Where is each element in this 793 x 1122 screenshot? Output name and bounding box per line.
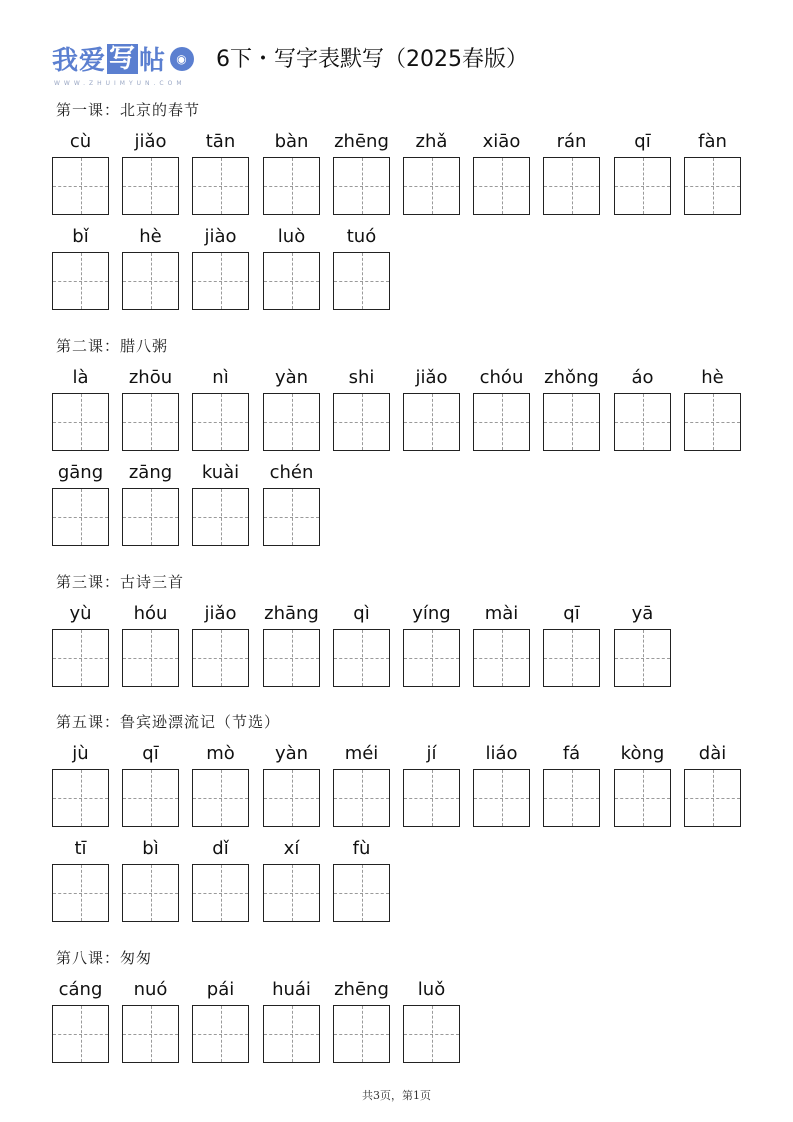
writing-box[interactable]: [52, 629, 109, 687]
writing-box[interactable]: [333, 864, 390, 922]
character-grid-row: [52, 743, 752, 833]
character-cell: [192, 743, 249, 767]
character-cell: [122, 743, 179, 767]
writing-box[interactable]: [52, 1005, 109, 1063]
pinyin-label: cù: [69, 131, 92, 152]
pinyin-label: liáo: [485, 743, 518, 764]
pinyin-label: fàn: [698, 131, 727, 152]
character-cell: [333, 226, 390, 250]
writing-box[interactable]: [263, 488, 320, 546]
character-cell: [52, 367, 109, 391]
character-cell: [52, 603, 109, 627]
character-cell: [614, 603, 671, 627]
character-cell: [263, 226, 320, 250]
pinyin-label: jù: [72, 743, 89, 764]
pinyin-label: xí: [283, 838, 300, 859]
writing-box[interactable]: [614, 393, 671, 451]
writing-box[interactable]: [192, 1005, 249, 1063]
page-header: [52, 38, 652, 88]
pinyin-label: qì: [353, 603, 370, 624]
writing-box[interactable]: [403, 157, 460, 215]
pinyin-label: huái: [272, 979, 311, 1000]
character-cell: [52, 462, 109, 486]
pinyin-label: fù: [352, 838, 371, 859]
character-cell: [543, 743, 600, 767]
pinyin-label: mò: [206, 743, 235, 764]
pinyin-label: yā: [631, 603, 654, 624]
writing-box[interactable]: [403, 1005, 460, 1063]
writing-box[interactable]: [122, 252, 179, 310]
pinyin-label: qī: [142, 743, 159, 764]
pinyin-label: hè: [139, 226, 162, 247]
pinyin-label: méi: [344, 743, 379, 764]
pinyin-label: kuài: [201, 462, 240, 483]
character-cell: [614, 743, 671, 767]
writing-box[interactable]: [192, 393, 249, 451]
writing-box[interactable]: [122, 393, 179, 451]
writing-box[interactable]: [333, 393, 390, 451]
character-grid-row: [52, 838, 752, 928]
pinyin-label: dài: [698, 743, 727, 764]
pinyin-label: áo: [631, 367, 654, 388]
pinyin-label: bǐ: [72, 226, 89, 247]
character-cell: [473, 743, 530, 767]
character-grid-row: [52, 979, 752, 1069]
character-cell: [192, 462, 249, 486]
lesson-title: 第五课：鲁宾逊漂流记（节选）: [56, 713, 281, 731]
writing-box[interactable]: [52, 488, 109, 546]
writing-box[interactable]: [263, 393, 320, 451]
pinyin-label: qī: [634, 131, 651, 152]
writing-box[interactable]: [122, 629, 179, 687]
writing-box[interactable]: [52, 393, 109, 451]
character-cell: [543, 603, 600, 627]
character-cell: [543, 367, 600, 391]
writing-box[interactable]: [473, 769, 530, 827]
writing-box[interactable]: [263, 252, 320, 310]
document-title: 6下・写字表默写（2025春版）: [216, 47, 528, 72]
writing-box[interactable]: [192, 864, 249, 922]
writing-box[interactable]: [543, 769, 600, 827]
character-cell: [263, 131, 320, 155]
character-cell: [52, 838, 109, 862]
character-cell: [543, 131, 600, 155]
character-cell: [122, 838, 179, 862]
character-cell: [122, 462, 179, 486]
character-cell: [333, 979, 390, 1003]
logo-text-box: 写: [109, 43, 137, 74]
writing-box[interactable]: [263, 1005, 320, 1063]
pinyin-label: hè: [701, 367, 724, 388]
writing-box[interactable]: [543, 393, 600, 451]
pinyin-label: jiǎo: [415, 367, 448, 388]
lesson-title: 第二课：腊八粥: [56, 337, 169, 355]
character-cell: [684, 131, 741, 155]
writing-box[interactable]: [684, 393, 741, 451]
pinyin-label: yù: [69, 603, 92, 624]
writing-box[interactable]: [473, 393, 530, 451]
pinyin-label: jí: [426, 743, 437, 764]
lesson-title: 第八课：匆匆: [56, 949, 153, 967]
character-cell: [333, 131, 390, 155]
logo-url: WWW.ZHUIMYUN.COM: [54, 80, 186, 87]
writing-box[interactable]: [122, 488, 179, 546]
pinyin-label: là: [72, 367, 89, 388]
pinyin-label: rán: [556, 131, 587, 152]
character-grid-row: [52, 603, 752, 693]
character-cell: [263, 979, 320, 1003]
pinyin-label: hóu: [133, 603, 168, 624]
writing-box[interactable]: [543, 629, 600, 687]
character-cell: [122, 979, 179, 1003]
writing-box[interactable]: [333, 252, 390, 310]
writing-box[interactable]: [192, 488, 249, 546]
pinyin-label: nì: [212, 367, 229, 388]
character-cell: [473, 603, 530, 627]
writing-box[interactable]: [263, 864, 320, 922]
character-cell: [333, 367, 390, 391]
pinyin-label: zhēng: [334, 979, 389, 1000]
writing-box[interactable]: [333, 1005, 390, 1063]
writing-box[interactable]: [684, 769, 741, 827]
character-cell: [403, 603, 460, 627]
writing-box[interactable]: [614, 157, 671, 215]
pinyin-label: tī: [74, 838, 87, 859]
character-cell: [52, 226, 109, 250]
pinyin-label: zhǎ: [415, 131, 448, 152]
pinyin-label: jiǎo: [134, 131, 167, 152]
character-grid-row: [52, 367, 752, 457]
pinyin-label: pái: [206, 979, 235, 1000]
pinyin-label: luǒ: [417, 979, 446, 1000]
writing-box[interactable]: [614, 629, 671, 687]
writing-box[interactable]: [52, 864, 109, 922]
lesson-title: 第一课：北京的春节: [56, 101, 201, 119]
pinyin-label: gāng: [57, 462, 104, 483]
writing-box[interactable]: [403, 629, 460, 687]
writing-box[interactable]: [333, 629, 390, 687]
writing-box[interactable]: [263, 769, 320, 827]
character-cell: [614, 367, 671, 391]
pinyin-label: jiào: [204, 226, 237, 247]
character-cell: [403, 131, 460, 155]
pinyin-label: qī: [563, 603, 580, 624]
logo-text-2: 帖: [139, 46, 167, 76]
character-cell: [263, 838, 320, 862]
character-cell: [263, 743, 320, 767]
character-cell: [192, 603, 249, 627]
character-cell: [403, 979, 460, 1003]
character-grid-row: [52, 226, 752, 316]
pinyin-label: shi: [348, 367, 375, 388]
character-cell: [192, 979, 249, 1003]
writing-box[interactable]: [122, 864, 179, 922]
pinyin-label: nuó: [133, 979, 168, 1000]
writing-box[interactable]: [473, 629, 530, 687]
writing-box[interactable]: [263, 629, 320, 687]
lesson-title: 第三课：古诗三首: [56, 573, 185, 591]
character-cell: [333, 743, 390, 767]
page-footer: 共3页，第1页: [362, 1089, 431, 1102]
writing-box[interactable]: [333, 769, 390, 827]
writing-box[interactable]: [122, 157, 179, 215]
writing-box[interactable]: [122, 1005, 179, 1063]
writing-box[interactable]: [192, 252, 249, 310]
writing-box[interactable]: [403, 393, 460, 451]
pinyin-label: zāng: [128, 462, 173, 483]
character-cell: [684, 743, 741, 767]
character-cell: [122, 367, 179, 391]
character-cell: [614, 131, 671, 155]
pinyin-label: fá: [562, 743, 581, 764]
pinyin-label: luò: [277, 226, 306, 247]
pinyin-label: zhāng: [264, 603, 319, 624]
pinyin-label: zhōu: [128, 367, 173, 388]
logo-text-1: 我爱: [52, 46, 107, 76]
character-cell: [473, 131, 530, 155]
character-cell: [192, 226, 249, 250]
character-grid-row: [52, 131, 752, 221]
writing-box[interactable]: [52, 769, 109, 827]
pinyin-label: cáng: [58, 979, 103, 1000]
pinyin-label: chén: [269, 462, 314, 483]
character-cell: [263, 462, 320, 486]
site-logo: [52, 40, 194, 77]
pinyin-label: yàn: [274, 367, 309, 388]
character-cell: [333, 838, 390, 862]
pinyin-label: zhēng: [334, 131, 389, 152]
writing-box[interactable]: [52, 157, 109, 215]
character-cell: [684, 367, 741, 391]
pinyin-label: bàn: [274, 131, 309, 152]
writing-box[interactable]: [543, 157, 600, 215]
writing-box[interactable]: [684, 157, 741, 215]
character-cell: [192, 838, 249, 862]
character-cell: [192, 367, 249, 391]
writing-box[interactable]: [403, 769, 460, 827]
character-cell: [263, 603, 320, 627]
pinyin-label: tuó: [346, 226, 377, 247]
pinyin-label: jiǎo: [204, 603, 237, 624]
character-cell: [122, 226, 179, 250]
character-cell: [263, 367, 320, 391]
writing-box[interactable]: [614, 769, 671, 827]
character-cell: [473, 367, 530, 391]
pinyin-label: chóu: [479, 367, 524, 388]
character-cell: [403, 743, 460, 767]
pinyin-label: yàn: [274, 743, 309, 764]
pinyin-label: tān: [205, 131, 236, 152]
character-grid-row: [52, 462, 752, 552]
character-cell: [52, 979, 109, 1003]
character-cell: [403, 367, 460, 391]
writing-box[interactable]: [473, 157, 530, 215]
pinyin-label: dǐ: [212, 838, 229, 859]
writing-box[interactable]: [192, 769, 249, 827]
writing-box[interactable]: [192, 157, 249, 215]
character-cell: [122, 131, 179, 155]
writing-box[interactable]: [52, 252, 109, 310]
character-cell: [52, 743, 109, 767]
writing-box[interactable]: [333, 157, 390, 215]
pinyin-label: bì: [142, 838, 159, 859]
character-cell: [122, 603, 179, 627]
pinyin-label: zhǒng: [544, 367, 599, 388]
writing-box[interactable]: [192, 629, 249, 687]
pinyin-label: yíng: [412, 603, 451, 624]
character-cell: [52, 131, 109, 155]
character-cell: [333, 603, 390, 627]
writing-box[interactable]: [263, 157, 320, 215]
character-cell: [192, 131, 249, 155]
pinyin-label: kòng: [620, 743, 665, 764]
pinyin-label: mài: [484, 603, 519, 624]
logo-badge-icon: ◉: [170, 47, 194, 71]
pinyin-label: xiāo: [482, 131, 521, 152]
writing-box[interactable]: [122, 769, 179, 827]
